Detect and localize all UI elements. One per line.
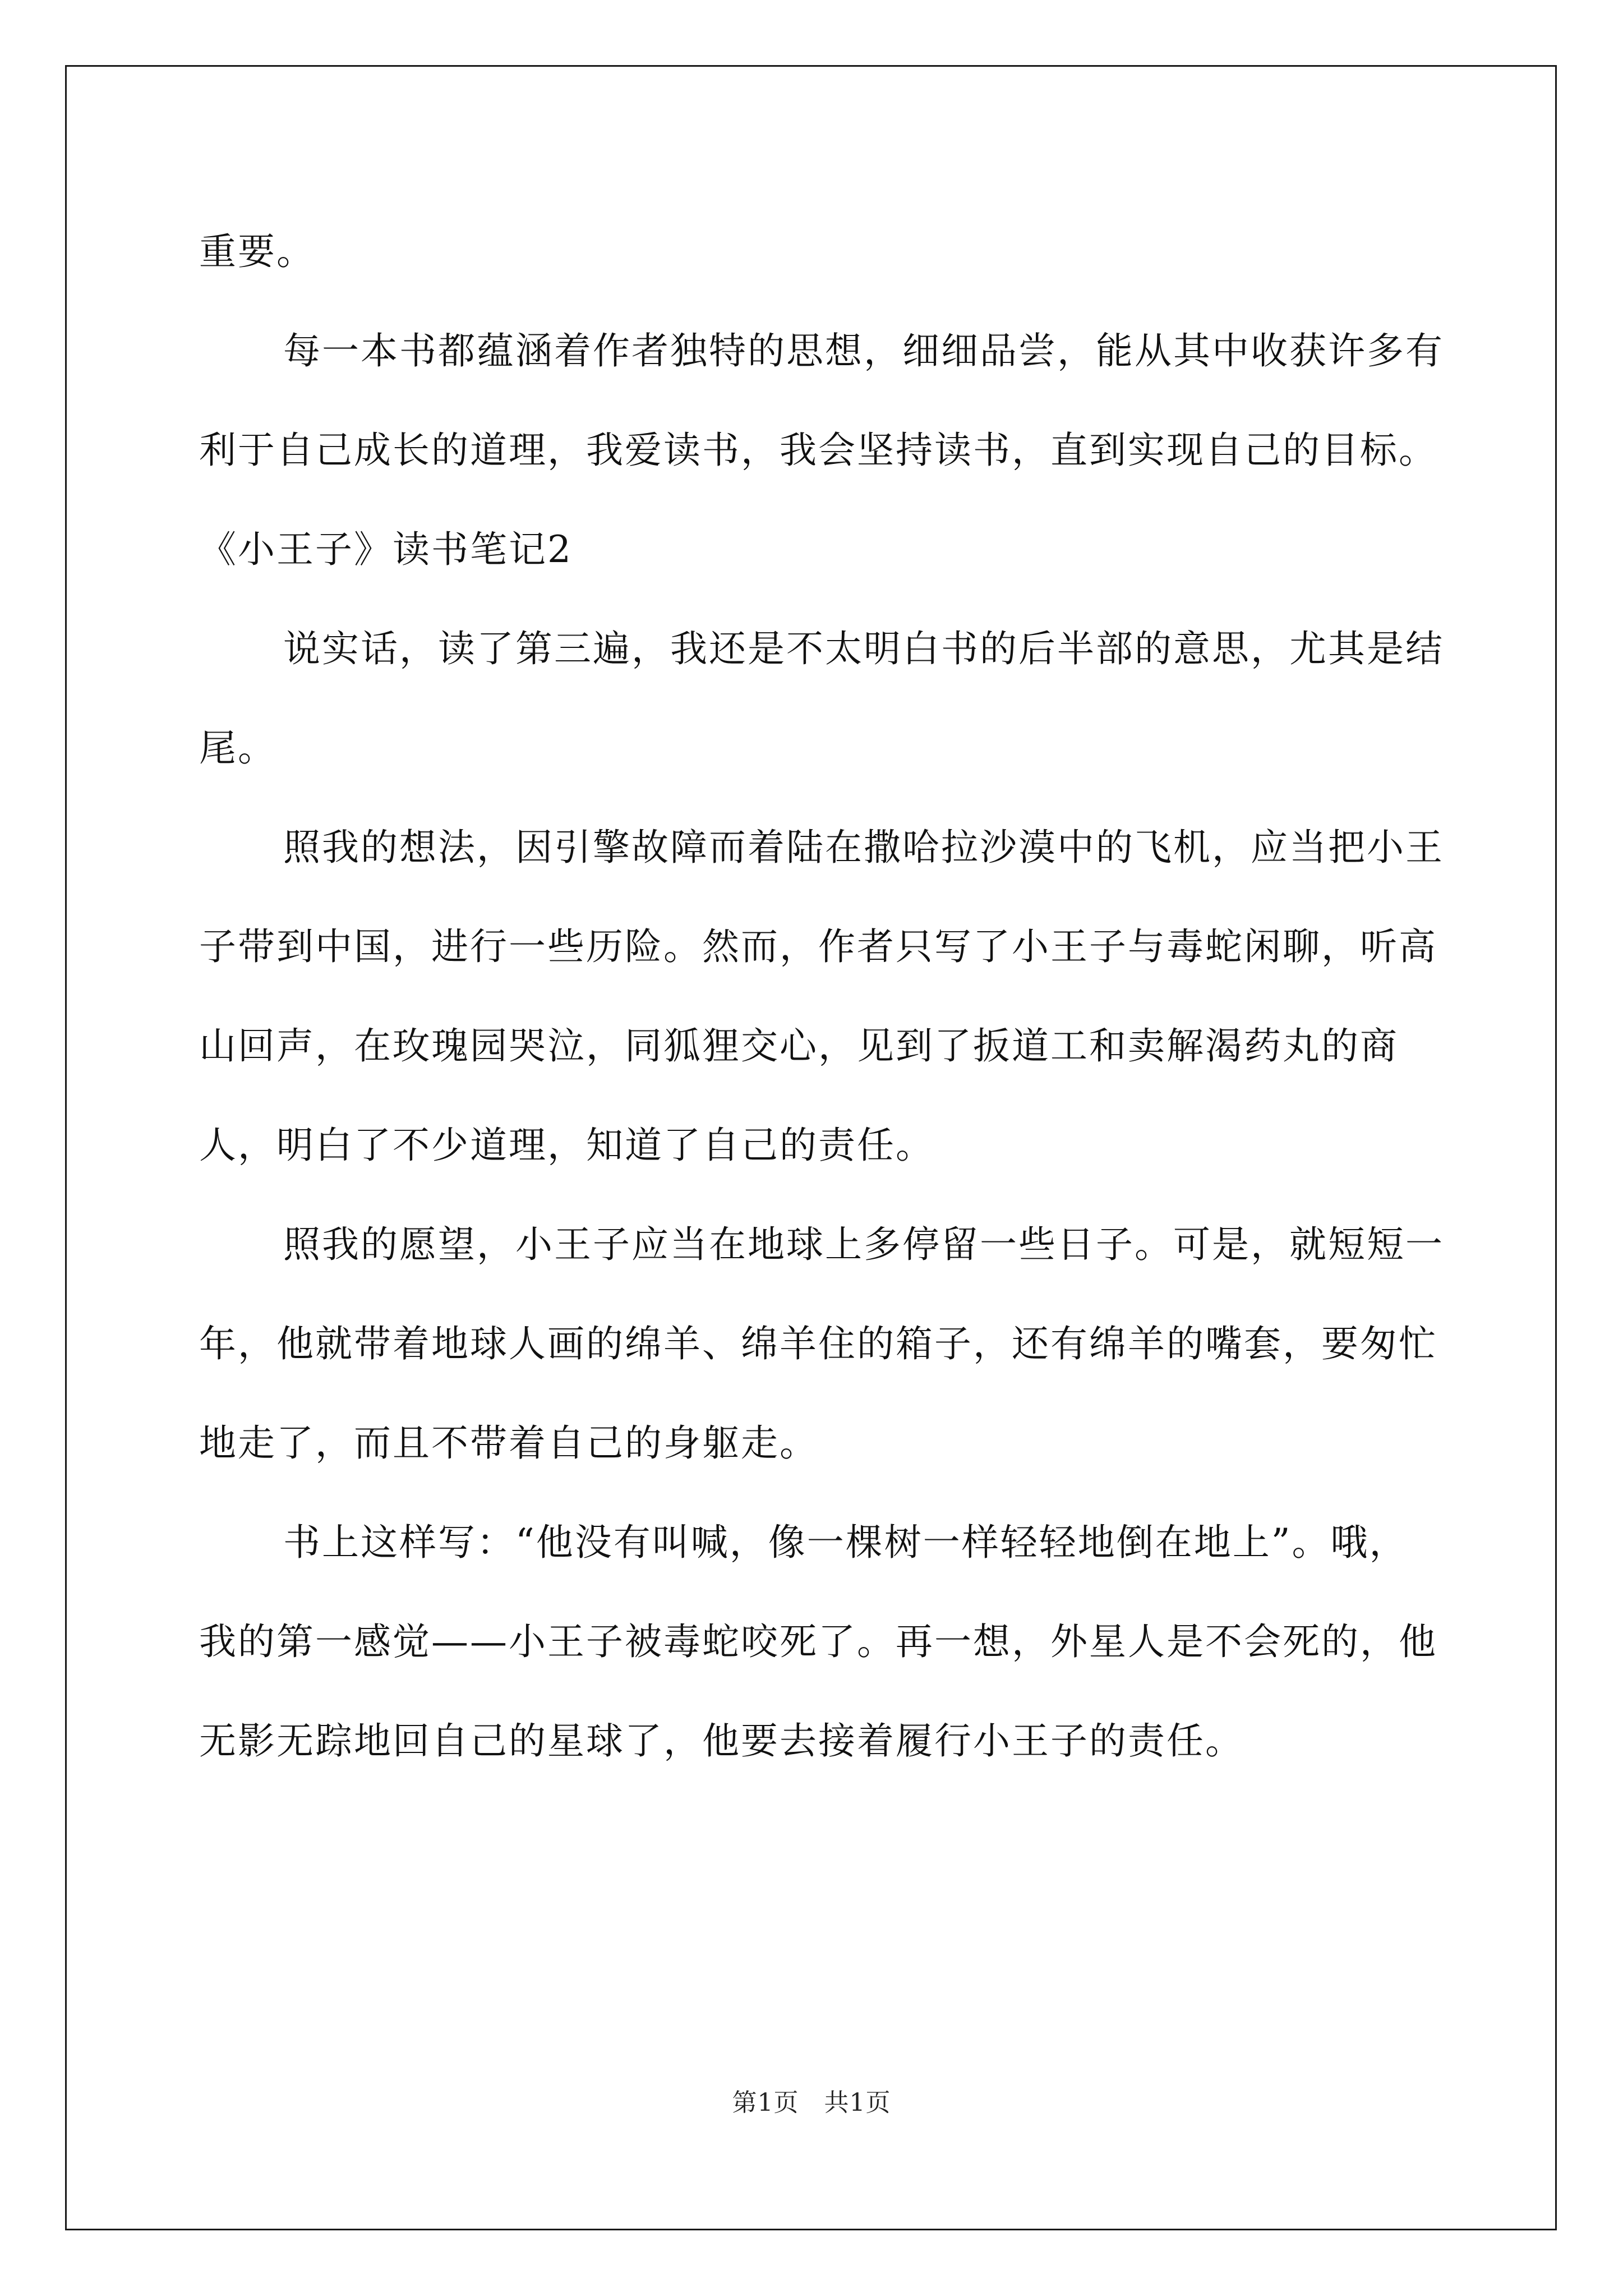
paragraph-book-quote: 书上这样写：“他没有叫喊，像一棵树一样轻轻地倒在地上”。哦，我的第一感觉——小王子被毒蛇咬死了。再一想，外星人是不会死的，他无影无踪地回自己的星球了，他要去接着履行小王子的责任。: [199, 1521, 1437, 1763]
page-number-footer: 第1页 共1页: [732, 2088, 891, 2117]
paragraph-my-idea: 照我的想法，因引擎故障而着陆在撒哈拉沙漠中的飞机，应当把小王子带到中国，进行一些历险。然而，作者只写了小王子与毒蛇闲聊，听高山回声，在玫瑰园哭泣，同狐狸交心，见到了扳道工和卖解渴药丸的商人，明白了不少道理，知道了自己的责任。: [199, 826, 1444, 1167]
paragraph-continuation: 重要。: [199, 230, 315, 273]
document-body: [199, 202, 1444, 1791]
paragraph-reading-reflection: 每一本书都蕴涵着作者独特的思想，细细品尝，能从其中收获许多有利于自己成长的道理，我爱读书，我会坚持读书，直到实现自己的目标。: [199, 329, 1444, 472]
section-heading: 《小王子》读书笔记2: [199, 528, 573, 571]
paragraph-third-reading: 说实话，读了第三遍，我还是不太明白书的后半部的意思，尤其是结尾。: [199, 627, 1444, 770]
paragraph-my-wish: 照我的愿望，小王子应当在地球上多停留一些日子。可是，就短短一年，他就带着地球人画的绵羊、绵羊住的箱子，还有绵羊的嘴套，要匆忙地走了，而且不带着自己的身躯走。: [199, 1223, 1444, 1465]
